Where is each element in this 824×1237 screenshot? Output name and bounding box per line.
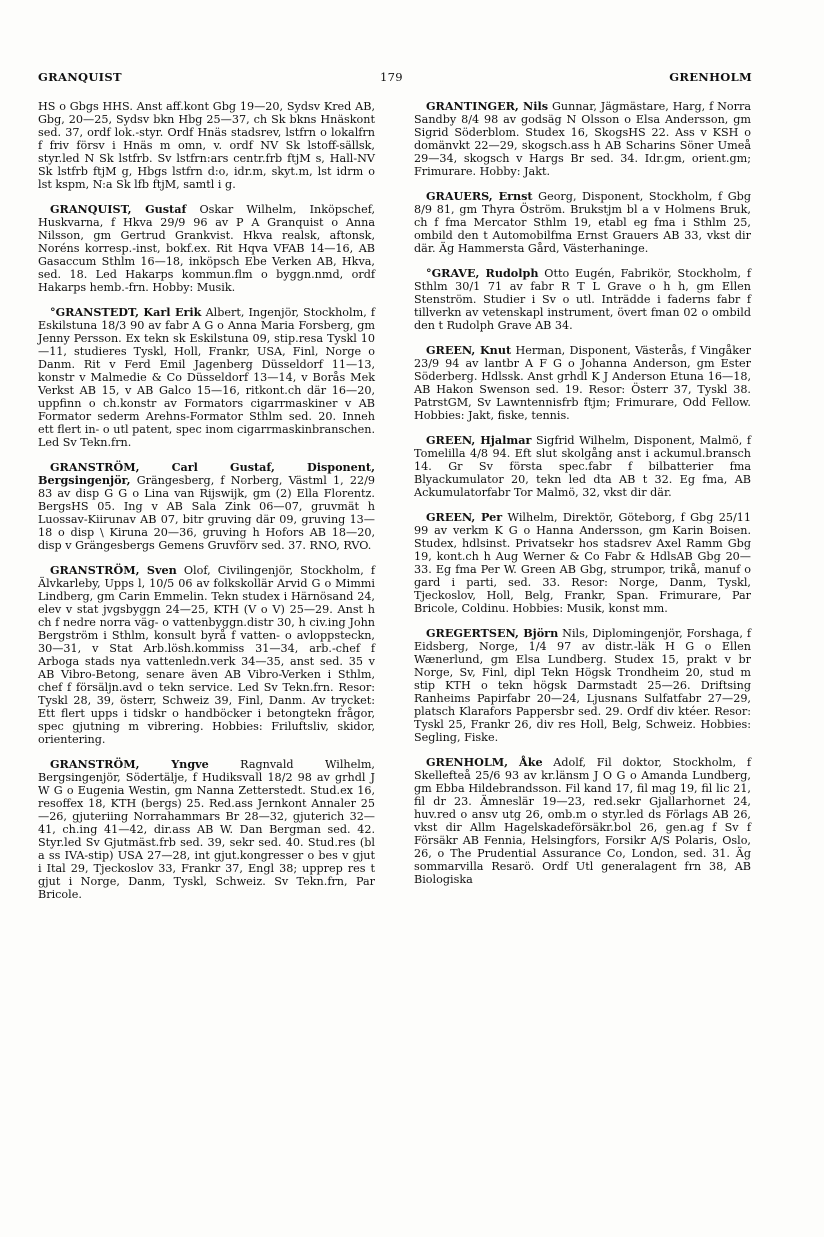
entry-text: Olof, Civilingenjör, Stockholm, f Älvkarleby, Upps l, 10/5 06 av folkskollär Arvid G o Mimmi Lindberg, gm Carin Emmelin. Tekn studex i Härnösand 24, elev v stat jvgsbyggn 24—25, KTH (V o V) 25—29. Anst h ch f nedre norra väg- o vattenbyggn.distr 30, h civ.ing John Bergström i Sthlm, konsult byrå f vatten- o avloppsteckn, 30—31, v Stat Arb.lösh.kommiss 31—34, arb.-chef f Arboga stads nya vattenledn.verk 34—35, anst sed. 35 v AB Vibro-Betong, senare även AB Vibro-Verken i Sthlm, chef f försäljn.avd o tekn service. Led Sv Tekn.frn. Resor: Tyskl 28, 39, österr, Schweiz 39, Finl, Danm. Av trycket: Ett flert upps i tidskr o handböcker i betongtekn frågor, spec gjutning m vibrering. Hobbies: Friluftsliv, skidor, orientering. bbox=[38, 564, 375, 746]
entry-headword: GRANTINGER, Nils bbox=[426, 99, 549, 113]
entry-text: Gunnar, Jägmästare, Harg, f Norra Sandby 8/4 98 av godsäg N Olsson o Elsa Andersson, gm Sigrid Söderblom. Studex 16, SkogsHS 22. Ass v KSH o domänvkt 22—29, skogsch.ass h AB Scharins Söner Umeå 29—34, skogsch v Hargs Br sed. 34. Idr.gm, orient.gm; Frimurare. Hobby: Jakt. bbox=[414, 100, 751, 178]
running-header bbox=[38, 70, 752, 86]
entry-headword: GRANSTRÖM, Yngve bbox=[50, 757, 209, 771]
biography-entry bbox=[38, 100, 375, 191]
entry-headword: °GRANSTEDT, Karl Erik bbox=[50, 305, 202, 319]
entry-text: Sigfrid Wilhelm, Disponent, Malmö, f Tomelilla 4/8 94. Eft slut skolgång anst i ackumul.bransch 14. Gr Sv första spec.fabr f bilbatterier fma Blyackumulator 20, tekn led dta AB t 32. Eg fma, AB Ackumulatorfabr Tor Malmö, 32, vkst dir där. bbox=[414, 434, 751, 499]
biography-entry bbox=[38, 461, 375, 552]
biography-entry bbox=[414, 190, 751, 255]
biography-entry bbox=[414, 267, 751, 332]
header-last-name: GRENHOLM bbox=[669, 70, 752, 84]
entry-headword: GRANQUIST, Gustaf bbox=[50, 202, 187, 216]
page-number: 179 bbox=[380, 70, 403, 84]
entry-text: Grängesberg, f Norberg, Västml 1, 22/9 83 av disp G G o Lina van Rijswijk, gm (2) Ella Florentz. BergsHS 05. Ing v AB Sala Zink 06—07, gruvmät h Luossav-Kiirunav AB 07, bitr gruving där 09, gruving 13—18 o disp \ Kiruna 20—36, gruving h Hofors AB 18—20, disp v Grängesbergs Gemens Gruvförv sed. 37. RNO, RVO. bbox=[38, 474, 375, 552]
biography-entry bbox=[414, 627, 751, 744]
right-column bbox=[414, 100, 751, 898]
biography-entry bbox=[414, 511, 751, 615]
biography-entry bbox=[38, 203, 375, 294]
entry-text: Albert, Ingenjör, Stockholm, f Eskilstuna 18/3 90 av fabr A G o Anna Maria Forsberg, gm Jenny Persson. Ex tekn sk Eskilstuna 09, stip.resa Tyskl 10—11, studieres Tyskl, Holl, Frankr, USA, Finl, Norge o Danm. Rit v Ferd Emil Jagenberg Düsseldorf 11—13, konstr v Malmedie & Co Düsseldorf 13—14, v Borås Mek Verkst AB 15, v AB Galco 15—16, ritkont.ch där 16—20, uppfinn o ch.konstr av Formators cigarrmaskiner v AB Formator sederm Arehns-Formator Sthlm sed. 20. Inneh ett flert in- o utl patent, spec inom cigarrmaskinbranschen. Led Sv Tekn.frn. bbox=[38, 306, 376, 449]
biography-entry bbox=[414, 100, 751, 178]
biography-entry bbox=[38, 758, 375, 901]
entry-text: Wilhelm, Direktör, Göteborg, f Gbg 25/11 99 av verkm K G o Hanna Andersson, gm Karin Boisen. Studex, hdlsinst. Privatsekr hos stadsrev Axel Ramm Gbg 19, kont.ch h Aug Werner & Co Fabr & HdlsAB Gbg 20—33. Eg fma Per W. Green AB Gbg, strumpor, trikå, manuf o gard i parti, sed. 33. Resor: Norge, Danm, Tyskl, Tjeckoslov, Holl, Belg, Frankr, Span. Frimurare, Par Bricole, Coldinu. Hobbies: Musik, konst mm. bbox=[414, 511, 751, 615]
entry-headword: GREEN, Knut bbox=[426, 343, 512, 357]
entry-text: Otto Eugén, Fabrikör, Stockholm, f Sthlm 30/1 71 av fabr R T L Grave o h h, gm Ellen Stenström. Studier i Sv o utl. Inträdde i faderns fabr f tillverkn av vetenskapl instrument, övert fman 02 o ombild den t Rudolph Grave AB 34. bbox=[414, 267, 751, 332]
entry-headword: GRANSTRÖM, Carl Gustaf, Disponent, Bergsingenjör, bbox=[38, 460, 375, 487]
entry-text: Herman, Disponent, Västerås, f Vingåker 23/9 94 av lantbr A F G o Johanna Anderson, gm Ester Söderberg. Hdlssk. Anst grhdl K J Anderson Etuna 16—18, AB Hakon Swenson sed. 19. Resor: Österr 37, Tyskl 38. PatrstGM, Sv Lawntennisfrb ftjm; Frimurare, Odd Fellow. Hobbies: Jakt, fiske, tennis. bbox=[414, 344, 751, 422]
entry-headword: GREGERTSEN, Björn bbox=[426, 626, 559, 640]
entry-text: Ragnvald Wilhelm, Bergsingenjör, Södertälje, f Hudiksvall 18/2 98 av grhdl J W G o Eugenia Westin, gm Nanna Zetterstedt. Stud.ex 16, resoffex 18, KTH (bergs) 25. Red.ass Jernkont Annaler 25—26, gjuteriing Norrahammars Br 28—32, gjuterich 32—41, ch.ing 41—42, dir.ass AB W. Dan Bergman sed. 42. Styr.led Sv Gjutmäst.frb sed. 39, sekr sed. 40. Stud.res (bl a ss IVA-stip) USA 27—28, int gjut.kongresser o bes v gjut i Ital 29, Tjeckoslov 33, Frankr 37, Engl 38; upprep res t gjut i Norge, Danm, Tyskl, Schweiz. Sv Tekn.frn, Par Bricole. bbox=[38, 758, 375, 901]
entry-text: Adolf, Fil doktor, Stockholm, f Skellefteå 25/6 93 av kr.länsm J O G o Amanda Lundberg, gm Ebba Hildebrandsson. Fil kand 17, fil mag 19, fil lic 21, fil dr 23. Ämneslär 19—23, red.sekr Gjallarhornet 24, huv.red o ansv utg 26, omb.m o styr.led ds Förlags AB 26, vkst dir Allm Hagelskadeförsäkr.bol 26, gen.ag f Sv f Försäkr AB Fennia, Helsingfors, Forsikr A/S Polaris, Oslo, 26, o The Prudential Assurance Co, London, sed. 31. Äg sommarvilla Resarö. Ordf Utl generalagent frn 38, AB Biologiska bbox=[414, 756, 751, 886]
entry-headword: GRENHOLM, Åke bbox=[426, 755, 543, 769]
biography-entry bbox=[414, 344, 751, 422]
entry-headword: GRANSTRÖM, Sven bbox=[50, 563, 177, 577]
left-column bbox=[38, 100, 375, 913]
entry-text: HS o Gbgs HHS. Anst aff.kont Gbg 19—20, Sydsv Kred AB, Gbg, 20—25, Sydsv bkn Hbg 25—37, ch Sk bkns Hnäskont sed. 37, ordf lok.-styr. Ordf Hnäs stadsrev, lstfrn o lokalfrn f friv försv i Hnäs m omn, v. ordf NV Sk lstoff-sällsk, styr.led N Sk lstfrb. Sv lstfrn:ars centr.frb ftjM s, Hall-NV Sk lstfrb ftjM g, Hbgs lstfrn d:o, idr.m, skyt.m, lst idrm o lst kspm, N:a Sk lfb ftjM, samtl i g. bbox=[38, 100, 375, 191]
header-first-name: GRANQUIST bbox=[38, 70, 122, 84]
biography-entry bbox=[38, 564, 375, 746]
entry-text: Nils, Diplomingenjör, Forshaga, f Eidsberg, Norge, 1/4 97 av distr.-läk H G o Ellen Wænerlund, gm Elsa Lundberg. Studex 15, prakt v br Norge, Sv, Finl, dipl Tekn Högsk Trondheim 20, stud m stip KTH o tekn högsk Darmstadt 25—26. Driftsing Ranheims Papirfabr 20—24, Ljusnans Sulfatfabr 27—29, platsch Klarafors Pappersbr sed. 29. Ordf div ktéer. Resor: Tyskl 25, Frankr 26, div res Holl, Belg, Schweiz. Hobbies: Segling, Fiske. bbox=[414, 627, 751, 744]
entry-text: Georg, Disponent, Stockholm, f Gbg 8/9 81, gm Thyra Öström. Brukstjm bl a v Holmens Bruk, ch f fma Mercator Sthlm 19, etabl eg fma i Sthlm 25, ombild den t Automobilfma Ernst Grauers AB 33, vkst dir där. Äg Hammersta Gård, Västerhaninge. bbox=[414, 190, 751, 255]
biography-entry bbox=[38, 306, 375, 449]
entry-headword: GREEN, Hjalmar bbox=[426, 433, 532, 447]
entry-headword: GRAUERS, Ernst bbox=[426, 189, 533, 203]
biography-entry bbox=[414, 434, 751, 499]
entry-headword: GREEN, Per bbox=[426, 510, 503, 524]
entry-headword: °GRAVE, Rudolph bbox=[426, 266, 539, 280]
biography-entry bbox=[414, 756, 751, 886]
entry-text: Oskar Wilhelm, Inköpschef, Huskvarna, f Hkva 29/9 96 av P A Granquist o Anna Nilsson, gm Gertrud Grankvist. Hkva realsk, aftonsk, Noréns korresp.-inst, bokf.ex. Rit Hqva VFAB 14—16, AB Gasaccum Sthlm 16—18, inköpsch Ebe Verken AB, Hkva, sed. 18. Led Hakarps kommun.flm o byggn.nmd, ordf Hakarps hemb.-frn. Hobby: Musik. bbox=[38, 203, 375, 294]
